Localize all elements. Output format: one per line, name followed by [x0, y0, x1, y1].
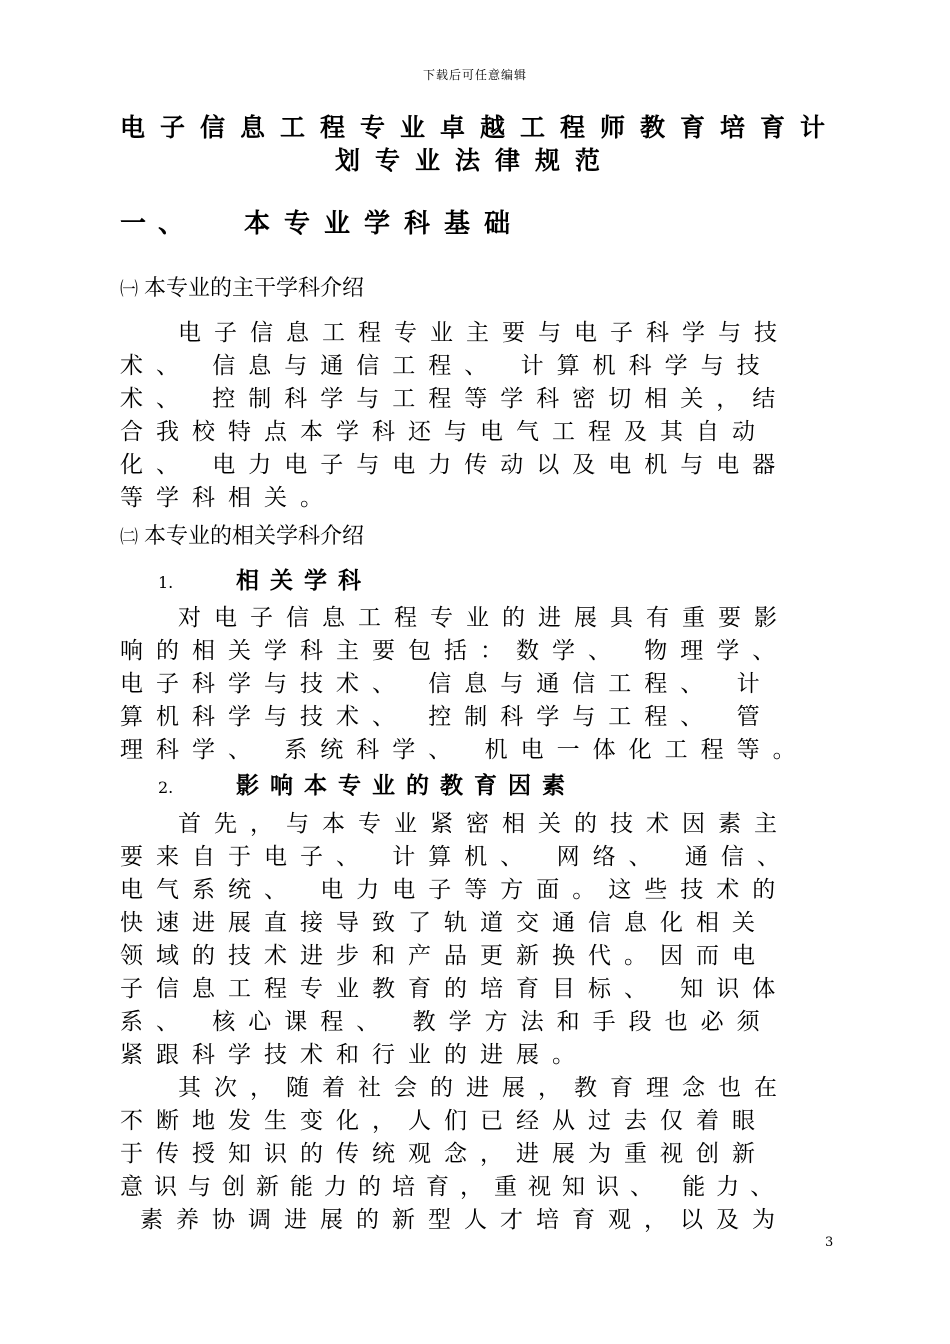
subsection-heading-2 — [120, 519, 364, 550]
paragraph-line: 素养协调进展的新型人才培育观，以及为 — [140, 1207, 788, 1233]
paragraph-line: 不断地发生变化，人们已经从过去仅着眼 — [120, 1108, 768, 1134]
page-number: 3 — [825, 1235, 834, 1250]
paragraph-line: 要来自于电子、 计算机、 网络、 通信、 — [120, 844, 793, 870]
section-number: 一、 — [120, 209, 197, 239]
document-title-line-2: 划专业法律规范 — [334, 146, 615, 175]
paragraph-line: 响的相关学科主要包括：数学、 物理学、 — [120, 638, 789, 664]
paragraph-line: 化、 电力电子与电力传动以及电机与电器 — [120, 452, 789, 478]
paragraph-line: 其次，随着社会的进展，教育理念也在 — [178, 1075, 790, 1101]
paragraph-line: 首先，与本专业紧密相关的技术因素主 — [178, 811, 790, 837]
item-heading-2 — [158, 767, 576, 800]
item-title: 相关学科 — [236, 568, 372, 594]
paragraph-line: 理科学、 系统科学、 机电一体化工程等。 — [120, 737, 809, 763]
item-title: 影响本专业的教育因素 — [236, 773, 576, 799]
item-number: 2. — [158, 778, 174, 797]
paragraph-line: 合我校特点本学科还与电气工程及其自动 — [120, 419, 768, 445]
document-title-line-1: 电子信息工程专业卓越工程师教育培育计 — [120, 113, 841, 142]
item-number: 1. — [158, 573, 174, 592]
paragraph-line: 等学科相关。 — [120, 485, 336, 511]
section-title: 本专业学科基础 — [244, 209, 525, 239]
paragraph-line: 紧跟科学技术和行业的进展。 — [120, 1042, 588, 1068]
subsection-mark: ㈡ — [120, 527, 138, 548]
paragraph-line: 电子科学与技术、 信息与通信工程、 计 — [120, 671, 773, 697]
paragraph-line: 电子信息工程专业主要与电子科学与技 — [178, 320, 790, 346]
paragraph-line: 电气系统、 电力电子等方面。这些技术的 — [120, 877, 789, 903]
subsection-title: 本专业的主干学科介绍 — [144, 276, 365, 301]
paragraph-line: 术、 控制科学与工程等学科密切相关，结 — [120, 386, 789, 412]
item-heading-1 — [158, 562, 372, 595]
subsection-mark: ㈠ — [120, 279, 138, 300]
paragraph-line: 于传授知识的传统观念，进展为重视创新 — [120, 1141, 768, 1167]
subsection-title: 本专业的相关学科介绍 — [144, 524, 365, 549]
paragraph-line: 对电子信息工程专业的进展具有重要影 — [178, 605, 790, 631]
section-heading — [120, 203, 524, 240]
paragraph-line: 子信息工程专业教育的培育目标、 知识体 — [120, 976, 789, 1002]
paragraph-line: 领域的技术进步和产品更新换代。因而电 — [120, 943, 768, 969]
paragraph-line: 系、 核心课程、 教学方法和手段也必须 — [120, 1009, 773, 1035]
paragraph-line: 快速进展直接导致了轨道交通信息化相关 — [120, 910, 768, 936]
paragraph-line: 算机科学与技术、 控制科学与工程、 管 — [120, 704, 773, 730]
paragraph-line: 术、 信息与通信工程、 计算机科学与技 — [120, 353, 773, 379]
paragraph-line: 意识与创新能力的培育，重视知识、 能力、 — [120, 1174, 785, 1200]
header-note: 下载后可任意编辑 — [422, 68, 527, 82]
subsection-heading-1 — [120, 271, 364, 302]
